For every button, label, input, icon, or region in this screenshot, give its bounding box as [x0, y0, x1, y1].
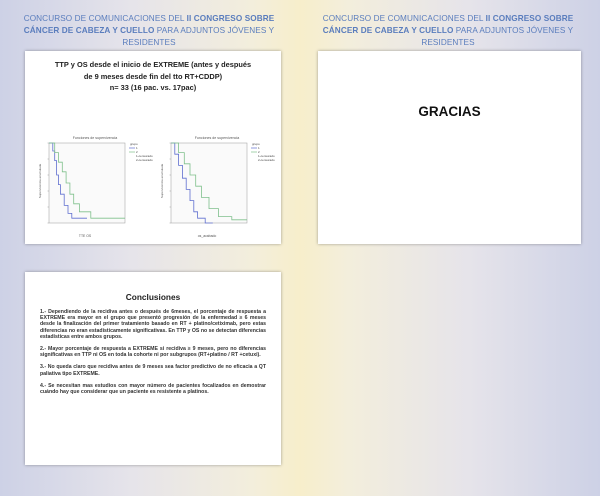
chart-title: Funciones de supervivencia [72, 136, 118, 140]
x-axis-label: os_acabado [197, 234, 217, 238]
legend-item-1: 1 [136, 146, 138, 150]
legend-heading: grupo [252, 142, 260, 146]
chart-legend [129, 142, 153, 162]
x-axis-label: TTE OS [78, 234, 92, 238]
y-axis-label: Supervivencia acumulada [160, 163, 164, 199]
conclusion-paragraph-3: 3.- No queda claro que recidiva antes de 9 meses sea factor predictivo de no eficacia a QT paliativa tipo EXTREME. [40, 364, 266, 377]
conclusion-paragraph-4: 4.- Se necesitan mas estudios con mayor número de pacientes focalizados en demostrar cuándo hay que considerar que un paciente es resistente a platinos. [40, 382, 266, 396]
plot-area [49, 143, 125, 223]
header-right [308, 13, 588, 49]
header-right-text-1: CONCURSO DE COMUNICACIONES DEL [322, 14, 486, 23]
slide-conclusiones[interactable] [25, 272, 281, 465]
slide-survival-title [31, 59, 275, 94]
legend-item-2: 2 [136, 150, 138, 154]
conclusiones-body [40, 309, 266, 401]
survival-chart-right [159, 133, 277, 245]
gracias-text: GRACIAS [418, 104, 481, 119]
slide-survival[interactable] [25, 51, 281, 244]
y-axis-label: Supervivencia acumulada [38, 163, 42, 199]
chart-title: Funciones de supervivencia [194, 136, 240, 140]
title-line-1: TTP y OS desde el inicio de EXTREME (antes y después [54, 60, 252, 69]
legend-item-4: 2-censurado [136, 158, 153, 162]
header-left-text-1: CONCURSO DE COMUNICACIONES DEL [23, 14, 187, 23]
legend-item-3: 1-censurado [136, 154, 153, 158]
legend-item-1: 1 [258, 146, 260, 150]
plot-area [171, 143, 247, 223]
legend-item-2: 2 [258, 150, 260, 154]
conclusion-paragraph-2: 2.- Mayor porcentaje de respuesta a EXTREME si recidiva ≥ 9 meses, pero no diferencias significativas en TTP ni OS en toda la cohorte ni por subgrupos (RT+platino / RT +cetuxi). [40, 346, 266, 359]
title-line-2: de 9 meses desde fin del tto RT+CDDP) [83, 71, 223, 81]
header-left-text-3: PARA ADJUNTOS JÓVENES Y RESIDENTES [122, 26, 275, 47]
chart-legend [251, 142, 275, 162]
title-line-3: n= 33 (16 pac. vs. 17pac) [109, 83, 197, 92]
legend-item-3: 1-censurado [258, 154, 275, 158]
legend-heading: grupo [130, 142, 138, 146]
header-left-text-2: II CONGRESO SOBRE CÁNCER DE CABEZA Y CUELLO [23, 14, 275, 35]
slide-gracias[interactable] [318, 51, 581, 244]
header-left [9, 13, 289, 49]
survival-chart-left [37, 133, 155, 245]
header-right-text-3: PARA ADJUNTOS JÓVENES Y RESIDENTES [421, 26, 574, 47]
conclusion-paragraph-1: 1.- Dependiendo de la recidiva antes o después de 6meses, el porcentaje de respuesta a EXTREME era mayor en el grupo que presentó progresión de la enfermedad ≥ 6 meses desde la finalización del primer tratamiento basado en RT + platino/cetiximab, pero estas diferencias no eran estadísticamente significativas. En TTP y OS no se detectan diferencias estadísticas entre ambos grupos. [40, 309, 266, 340]
legend-item-4: 2-censurado [258, 158, 275, 162]
header-right-text-2: II CONGRESO SOBRE CÁNCER DE CABEZA Y CUELLO [322, 14, 574, 35]
conclusiones-title: Conclusiones [125, 292, 181, 302]
